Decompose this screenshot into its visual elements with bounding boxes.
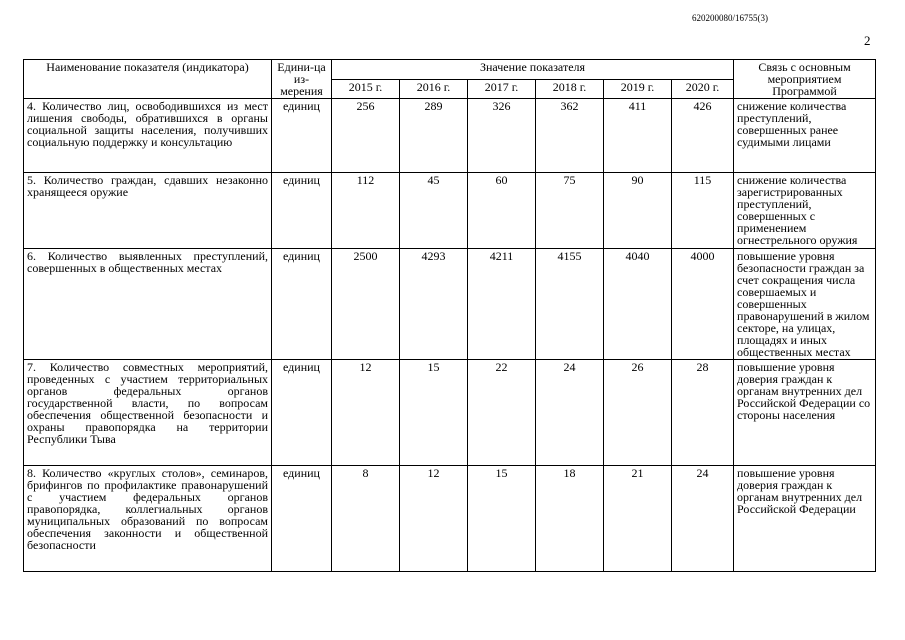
value-cell: 426: [672, 99, 734, 173]
program-link-cell: снижение количества преступлений, совершенных ранее судимыми лицами: [734, 99, 876, 173]
header-year: 2016 г.: [400, 79, 468, 99]
header-year: 2015 г.: [332, 79, 400, 99]
header-indicator-name: Наименование показателя (индикатора): [24, 60, 272, 99]
value-cell: 12: [400, 466, 468, 572]
program-link-cell: снижение количества зарегистрированных преступлений, совершенных с применением огнестрельного оружия: [734, 173, 876, 249]
table-row: [24, 99, 876, 173]
value-cell: 362: [536, 99, 604, 173]
indicator-name: 6. Количество выявленных преступлений, совершенных в общественных местах: [24, 249, 272, 360]
header-row: [24, 60, 876, 80]
value-cell: 2500: [332, 249, 400, 360]
table-row: [24, 466, 876, 572]
header-program-link: Связь с основным мероприятием Программой: [734, 60, 876, 99]
value-cell: 4000: [672, 249, 734, 360]
indicators-table: [23, 59, 876, 572]
unit-cell: единиц: [272, 173, 332, 249]
table-row: [24, 173, 876, 249]
table-row: [24, 249, 876, 360]
value-cell: 45: [400, 173, 468, 249]
unit-cell: единиц: [272, 249, 332, 360]
indicator-name: 7. Количество совместных мероприятий, проведенных с участием территориальных органов федеральных органов государственной власти, по вопросам обеспечения общественной безопасности и охраны правопорядка на территории Республики Тыва: [24, 360, 272, 466]
value-cell: 21: [604, 466, 672, 572]
value-cell: 289: [400, 99, 468, 173]
header-values: Значение показателя: [332, 60, 734, 80]
value-cell: 28: [672, 360, 734, 466]
indicator-name: 8. Количество «круглых столов», семинаров, брифингов по профилактике правонарушений с участием федеральных органов правопорядка, коллегиальных органов муниципальных образований по вопросам обеспечения законности и общественной безопасности: [24, 466, 272, 572]
document-id: 620200080/16755(3): [692, 13, 768, 23]
program-link-cell: повышение уровня доверия граждан к органам внутренних дел Российской Федерации: [734, 466, 876, 572]
value-cell: 12: [332, 360, 400, 466]
value-cell: 8: [332, 466, 400, 572]
page-number: 2: [864, 33, 871, 48]
value-cell: 26: [604, 360, 672, 466]
unit-cell: единиц: [272, 466, 332, 572]
value-cell: 256: [332, 99, 400, 173]
value-cell: 90: [604, 173, 672, 249]
value-cell: 24: [672, 466, 734, 572]
value-cell: 4293: [400, 249, 468, 360]
value-cell: 24: [536, 360, 604, 466]
value-cell: 4211: [468, 249, 536, 360]
header-year: 2017 г.: [468, 79, 536, 99]
value-cell: 18: [536, 466, 604, 572]
value-cell: 411: [604, 99, 672, 173]
program-link-cell: повышение уровня безопасности граждан за счет сокращения числа совершаемых и совершенных правонарушений в жилом секторе, на улицах, площадях и иных общественных местах: [734, 249, 876, 360]
value-cell: 112: [332, 173, 400, 249]
value-cell: 4155: [536, 249, 604, 360]
value-cell: 15: [400, 360, 468, 466]
value-cell: 75: [536, 173, 604, 249]
unit-cell: единиц: [272, 99, 332, 173]
unit-cell: единиц: [272, 360, 332, 466]
value-cell: 60: [468, 173, 536, 249]
indicator-name: 4. Количество лиц, освободившихся из мест лишения свободы, обратившихся в органы социальной защиты населения, получивших социальную поддержку и консультацию: [24, 99, 272, 173]
header-year: 2018 г.: [536, 79, 604, 99]
header-unit: Едини-ца из-мерения: [272, 60, 332, 99]
value-cell: 115: [672, 173, 734, 249]
header-year: 2020 г.: [672, 79, 734, 99]
program-link-cell: повышение уровня доверия граждан к органам внутренних дел Российской Федерации со стороны населения: [734, 360, 876, 466]
value-cell: 15: [468, 466, 536, 572]
header-year: 2019 г.: [604, 79, 672, 99]
table-row: [24, 360, 876, 466]
value-cell: 22: [468, 360, 536, 466]
value-cell: 326: [468, 99, 536, 173]
indicator-name: 5. Количество граждан, сдавших незаконно хранящееся оружие: [24, 173, 272, 249]
value-cell: 4040: [604, 249, 672, 360]
